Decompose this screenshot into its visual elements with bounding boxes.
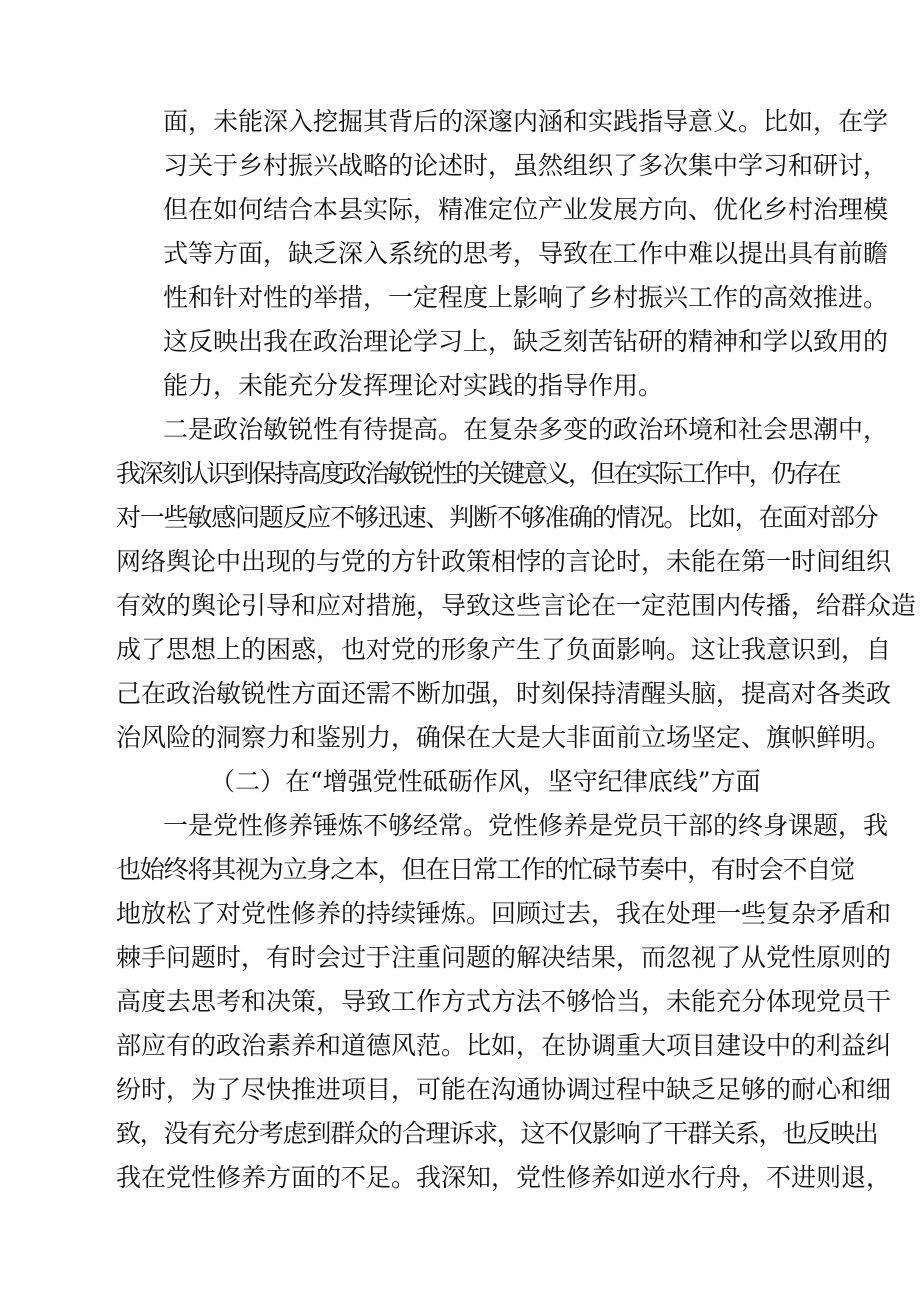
text-line: 己在政治敏锐性方面还需不断加强，时刻保持清醒头脑，提高对各类政 (116, 679, 892, 708)
text-line: 对一些敏感问题反应不够迅速、判断不够准确的情况。比如，在面对部分 (116, 503, 878, 532)
text-line: 网络舆论中出现的与党的方针政策相悖的言论时，未能在第一时间组织 (116, 547, 892, 576)
text-line: 性和针对性的举措，一定程度上影响了乡村振兴工作的高效推进。 (163, 283, 889, 312)
text-line: 面，未能深入挖掘其背后的深邃内涵和实践指导意义。比如，在学 (163, 107, 889, 136)
text-line: 能力，未能充分发挥理论对实践的指导作用。 (163, 371, 664, 400)
text-line: 习关于乡村振兴战略的论述时，虽然组织了多次集中学习和研讨， (163, 151, 889, 180)
text-line: 但在如何结合本县实际，精准定位产业发展方向、优化乡村治理模 (163, 195, 889, 224)
paragraph-heading-line: 二是政治敏锐性有待提高。在复杂多变的政治环境和社会思潮中， (163, 415, 889, 444)
text-line: 这反映出我在政治理论学习上，缺乏刻苦钻研的精神和学以致用的 (163, 327, 889, 356)
text-line: 我深刻认识到保持高度政治敏锐性的关键意义，但在实际工作中，仍存在 (116, 459, 840, 488)
text-line: 我在党性修养方面的不足。我深知，党性修养如逆水行舟，不进则退， (116, 1163, 892, 1192)
text-line: 致，没有充分考虑到群众的合理诉求，这不仅影响了干群关系，也反映出 (116, 1119, 878, 1148)
text-line: 一是党性修养锤炼不够经常。党性修养是党员干部的终身课题，我 (163, 811, 889, 840)
text-line: 地放松了对党性修养的持续锤炼。回顾过去，我在处理一些复杂矛盾和 (116, 899, 892, 928)
text-line: 式等方面，缺乏深入系统的思考，导致在工作中难以提出具有前瞻 (163, 239, 889, 268)
text-line: 棘手问题时，有时会过于注重问题的解决结果，而忽视了从党性原则的 (116, 943, 892, 972)
text-line: 成了思想上的困惑，也对党的形象产生了负面影响。这让我意识到，自 (116, 635, 892, 664)
text-line: 治风险的洞察力和鉴别力，确保在大是大非面前立场坚定、旗帜鲜明。 (116, 723, 892, 752)
text-line: 纷时，为了尽快推进项目，可能在沟通协调过程中缺乏足够的耐心和细 (116, 1075, 892, 1104)
section-heading: （二）在“增强党性砥砺作风，坚守纪律底线”方面 (210, 767, 761, 796)
text-line: 高度去思考和决策，导致工作方式方法不够恰当，未能充分体现党员干 (116, 987, 892, 1016)
text-line: 有效的舆论引导和应对措施，导致这些言论在一定范围内传播，给群众造 (116, 591, 917, 620)
text-line: 也始终将其视为立身之本，但在日常工作的忙碌节奏中，有时会不自觉 (116, 855, 854, 884)
text-line: 部应有的政治素养和道德风范。比如，在协调重大项目建设中的利益纠 (116, 1031, 892, 1060)
